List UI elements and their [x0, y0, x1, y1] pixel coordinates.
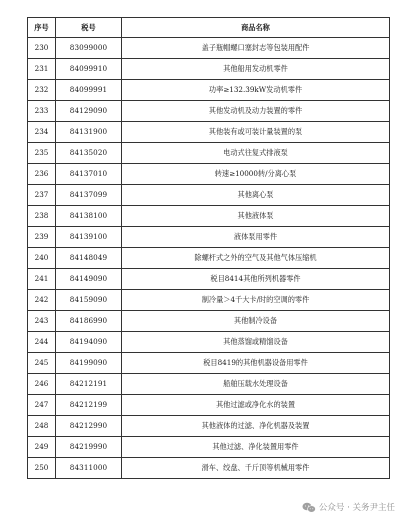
header-tariff-code: 税号 [56, 18, 122, 38]
row-tariff-code: 84186990 [56, 311, 122, 332]
row-tariff-code: 84219990 [56, 437, 122, 458]
row-serial-number: 233 [28, 101, 56, 122]
row-product-name: 滑车、绞盘、千斤顶等机械用零件 [122, 458, 390, 479]
row-tariff-code: 84099991 [56, 80, 122, 101]
row-tariff-code: 84149090 [56, 269, 122, 290]
row-tariff-code: 84212191 [56, 374, 122, 395]
table-row [28, 38, 390, 59]
row-product-name: 其他液体泵 [122, 206, 390, 227]
table-row [28, 269, 390, 290]
row-tariff-code: 84148049 [56, 248, 122, 269]
row-product-name: 其他船用发动机零件 [122, 59, 390, 80]
table-header-row [28, 18, 390, 38]
table-row [28, 290, 390, 311]
row-product-name: 制冷量＞4千大卡/时的空调的零件 [122, 290, 390, 311]
row-serial-number: 246 [28, 374, 56, 395]
row-serial-number: 234 [28, 122, 56, 143]
row-product-name: 其他装有或可装计量装置的泵 [122, 122, 390, 143]
row-serial-number: 230 [28, 38, 56, 59]
row-serial-number: 238 [28, 206, 56, 227]
table-row [28, 59, 390, 80]
row-product-name: 其他过滤或净化水的装置 [122, 395, 390, 416]
row-serial-number: 242 [28, 290, 56, 311]
row-serial-number: 247 [28, 395, 56, 416]
table-row [28, 185, 390, 206]
table-row [28, 206, 390, 227]
row-product-name: 除螺杆式之外的空气及其他气体压缩机 [122, 248, 390, 269]
row-serial-number: 250 [28, 458, 56, 479]
table-row [28, 80, 390, 101]
wechat-icon [302, 502, 316, 513]
row-tariff-code: 84311000 [56, 458, 122, 479]
header-product-name: 商品名称 [122, 18, 390, 38]
row-tariff-code: 84135020 [56, 143, 122, 164]
row-serial-number: 236 [28, 164, 56, 185]
row-tariff-code: 84138100 [56, 206, 122, 227]
row-tariff-code: 84199090 [56, 353, 122, 374]
row-serial-number: 237 [28, 185, 56, 206]
row-serial-number: 239 [28, 227, 56, 248]
table-row [28, 437, 390, 458]
watermark-text: 公众号 · 关务尹主任 [318, 503, 395, 513]
row-product-name: 其他制冷设备 [122, 311, 390, 332]
tariff-table [27, 17, 390, 479]
wechat-watermark [302, 501, 395, 513]
table-row [28, 143, 390, 164]
row-product-name: 船舶压载水处理设备 [122, 374, 390, 395]
row-serial-number: 232 [28, 80, 56, 101]
row-product-name: 税目8414其他所列机器零件 [122, 269, 390, 290]
row-product-name: 功率≥132.39kW发动机零件 [122, 80, 390, 101]
row-tariff-code: 84139100 [56, 227, 122, 248]
row-serial-number: 245 [28, 353, 56, 374]
row-tariff-code: 84099910 [56, 59, 122, 80]
row-product-name: 转速≥10000转/分离心泵 [122, 164, 390, 185]
row-product-name: 液体泵用零件 [122, 227, 390, 248]
table-body [28, 38, 390, 479]
header-serial-number: 序号 [28, 18, 56, 38]
row-tariff-code: 84212990 [56, 416, 122, 437]
row-serial-number: 244 [28, 332, 56, 353]
table-row [28, 164, 390, 185]
row-serial-number: 235 [28, 143, 56, 164]
table-row [28, 374, 390, 395]
row-product-name: 其他发动机及动力装置的零件 [122, 101, 390, 122]
row-tariff-code: 84131900 [56, 122, 122, 143]
table-row [28, 353, 390, 374]
row-serial-number: 249 [28, 437, 56, 458]
row-tariff-code: 84137099 [56, 185, 122, 206]
row-product-name: 其他离心泵 [122, 185, 390, 206]
table-row [28, 101, 390, 122]
row-serial-number: 243 [28, 311, 56, 332]
table-row [28, 332, 390, 353]
row-tariff-code: 83099000 [56, 38, 122, 59]
row-product-name: 税目8419的其他机器设备用零件 [122, 353, 390, 374]
row-tariff-code: 84194090 [56, 332, 122, 353]
table-row [28, 416, 390, 437]
row-product-name: 其他蒸馏或精馏设备 [122, 332, 390, 353]
table-row [28, 458, 390, 479]
row-serial-number: 240 [28, 248, 56, 269]
row-tariff-code: 84137010 [56, 164, 122, 185]
table-row [28, 395, 390, 416]
row-product-name: 其他过滤、净化装置用零件 [122, 437, 390, 458]
row-serial-number: 241 [28, 269, 56, 290]
table-row [28, 311, 390, 332]
row-serial-number: 231 [28, 59, 56, 80]
row-tariff-code: 84212199 [56, 395, 122, 416]
table-row [28, 248, 390, 269]
row-product-name: 电动式往复式排液泵 [122, 143, 390, 164]
row-product-name: 盖子瓶帽螺口塞封志等包装用配件 [122, 38, 390, 59]
table-row [28, 227, 390, 248]
row-serial-number: 248 [28, 416, 56, 437]
table-row [28, 122, 390, 143]
row-product-name: 其他液体的过滤、净化机器及装置 [122, 416, 390, 437]
row-tariff-code: 84159090 [56, 290, 122, 311]
row-tariff-code: 84129090 [56, 101, 122, 122]
